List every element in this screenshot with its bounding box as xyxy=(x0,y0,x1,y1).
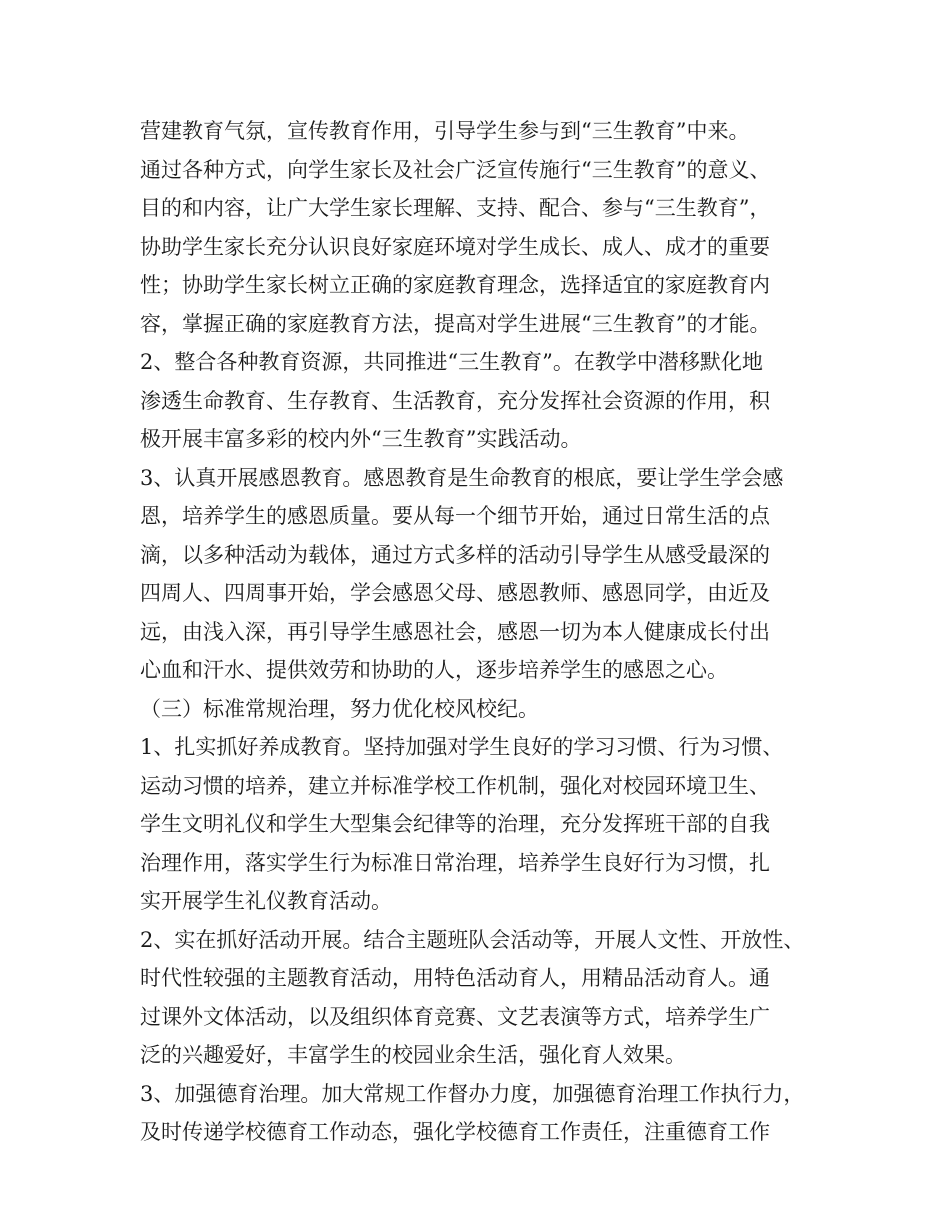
text-line: 心血和汗水、提供效劳和协助的人，逐步培养学生的感恩之心。 xyxy=(140,658,728,682)
text-line: 协助学生家长充分认识良好家庭环境对学生成长、成人、成才的重要 xyxy=(140,234,770,259)
text-line: 远，由浅入深，再引导学生感恩社会，感恩一切为本人健康成长付出 xyxy=(140,619,770,644)
text-line: 营建教育气氛，宣传教育作用，引导学生参与到“三生教育”中来。 xyxy=(140,119,750,143)
text-line: 学生文明礼仪和学生大型集会纪律等的治理，充分发挥班干部的自我 xyxy=(140,812,770,836)
section-heading: （三）标准常规治理，努力优化校风校纪。 xyxy=(140,696,539,721)
text-line: 目的和内容，让广大学生家长理解、支持、配合、参与“三生教育”， xyxy=(140,196,771,220)
text-line: 及时传递学校德育工作动态，强化学校德育工作责任，注重德育工作 xyxy=(140,1120,770,1144)
text-line: 1、扎实抓好养成教育。坚持加强对学生良好的学习习惯、行为习惯、 xyxy=(140,735,784,759)
text-line: 通过各种方式，向学生家长及社会广泛宣传施行“三生教育”的意义、 xyxy=(140,157,771,182)
text-line: 泛的兴趣爱好，丰富学生的校园业余生活，强化育人效果。 xyxy=(140,1043,686,1067)
text-line: 3、加强德育治理。加大常规工作督办力度，加强德育治理工作执行力， xyxy=(140,1081,805,1106)
text-line: 2、实在抓好活动开展。结合主题班队会活动等，开展人文性、开放性、 xyxy=(140,927,805,952)
text-line: 恩，培养学生的感恩质量。要从每一个细节开始，通过日常生活的点 xyxy=(140,504,770,528)
text-line: 实开展学生礼仪教育活动。 xyxy=(140,889,392,913)
text-line: 时代性较强的主题教育活动，用特色活动育人，用精品活动育人。通 xyxy=(140,966,770,990)
text-line: 2、整合各种教育资源，共同推进“三生教育”。在教学中潜移默化地 xyxy=(140,350,763,374)
text-line: 3、认真开展感恩教育。感恩教育是生命教育的根底，要让学生学会感 xyxy=(140,465,784,490)
text-line: 治理作用，落实学生行为标准日常治理，培养学生良好行为习惯，扎 xyxy=(140,850,770,875)
text-line: 过课外文体活动，以及组织体育竞赛、文艺表演等方式，培养学生广 xyxy=(140,1004,770,1029)
text-line: 运动习惯的培养，建立并标准学校工作机制，强化对校园环境卫生、 xyxy=(140,773,770,798)
text-line: 极开展丰富多彩的校内外“三生教育”实践活动。 xyxy=(140,427,582,451)
text-line: 容，掌握正确的家庭教育方法，提高对学生进展“三生教育”的才能。 xyxy=(140,311,771,336)
text-line: 四周人、四周事开始，学会感恩父母、感恩教师、感恩同学，由近及 xyxy=(140,581,770,605)
text-line: 渗透生命教育、生存教育、生活教育，充分发挥社会资源的作用，积 xyxy=(140,388,770,413)
document-body xyxy=(140,112,830,1152)
text-line: 滴，以多种活动为载体，通过方式多样的活动引导学生从感受最深的 xyxy=(140,542,770,567)
text-line: 性；协助学生家长树立正确的家庭教育理念，选择适宜的家庭教育内 xyxy=(140,273,770,297)
